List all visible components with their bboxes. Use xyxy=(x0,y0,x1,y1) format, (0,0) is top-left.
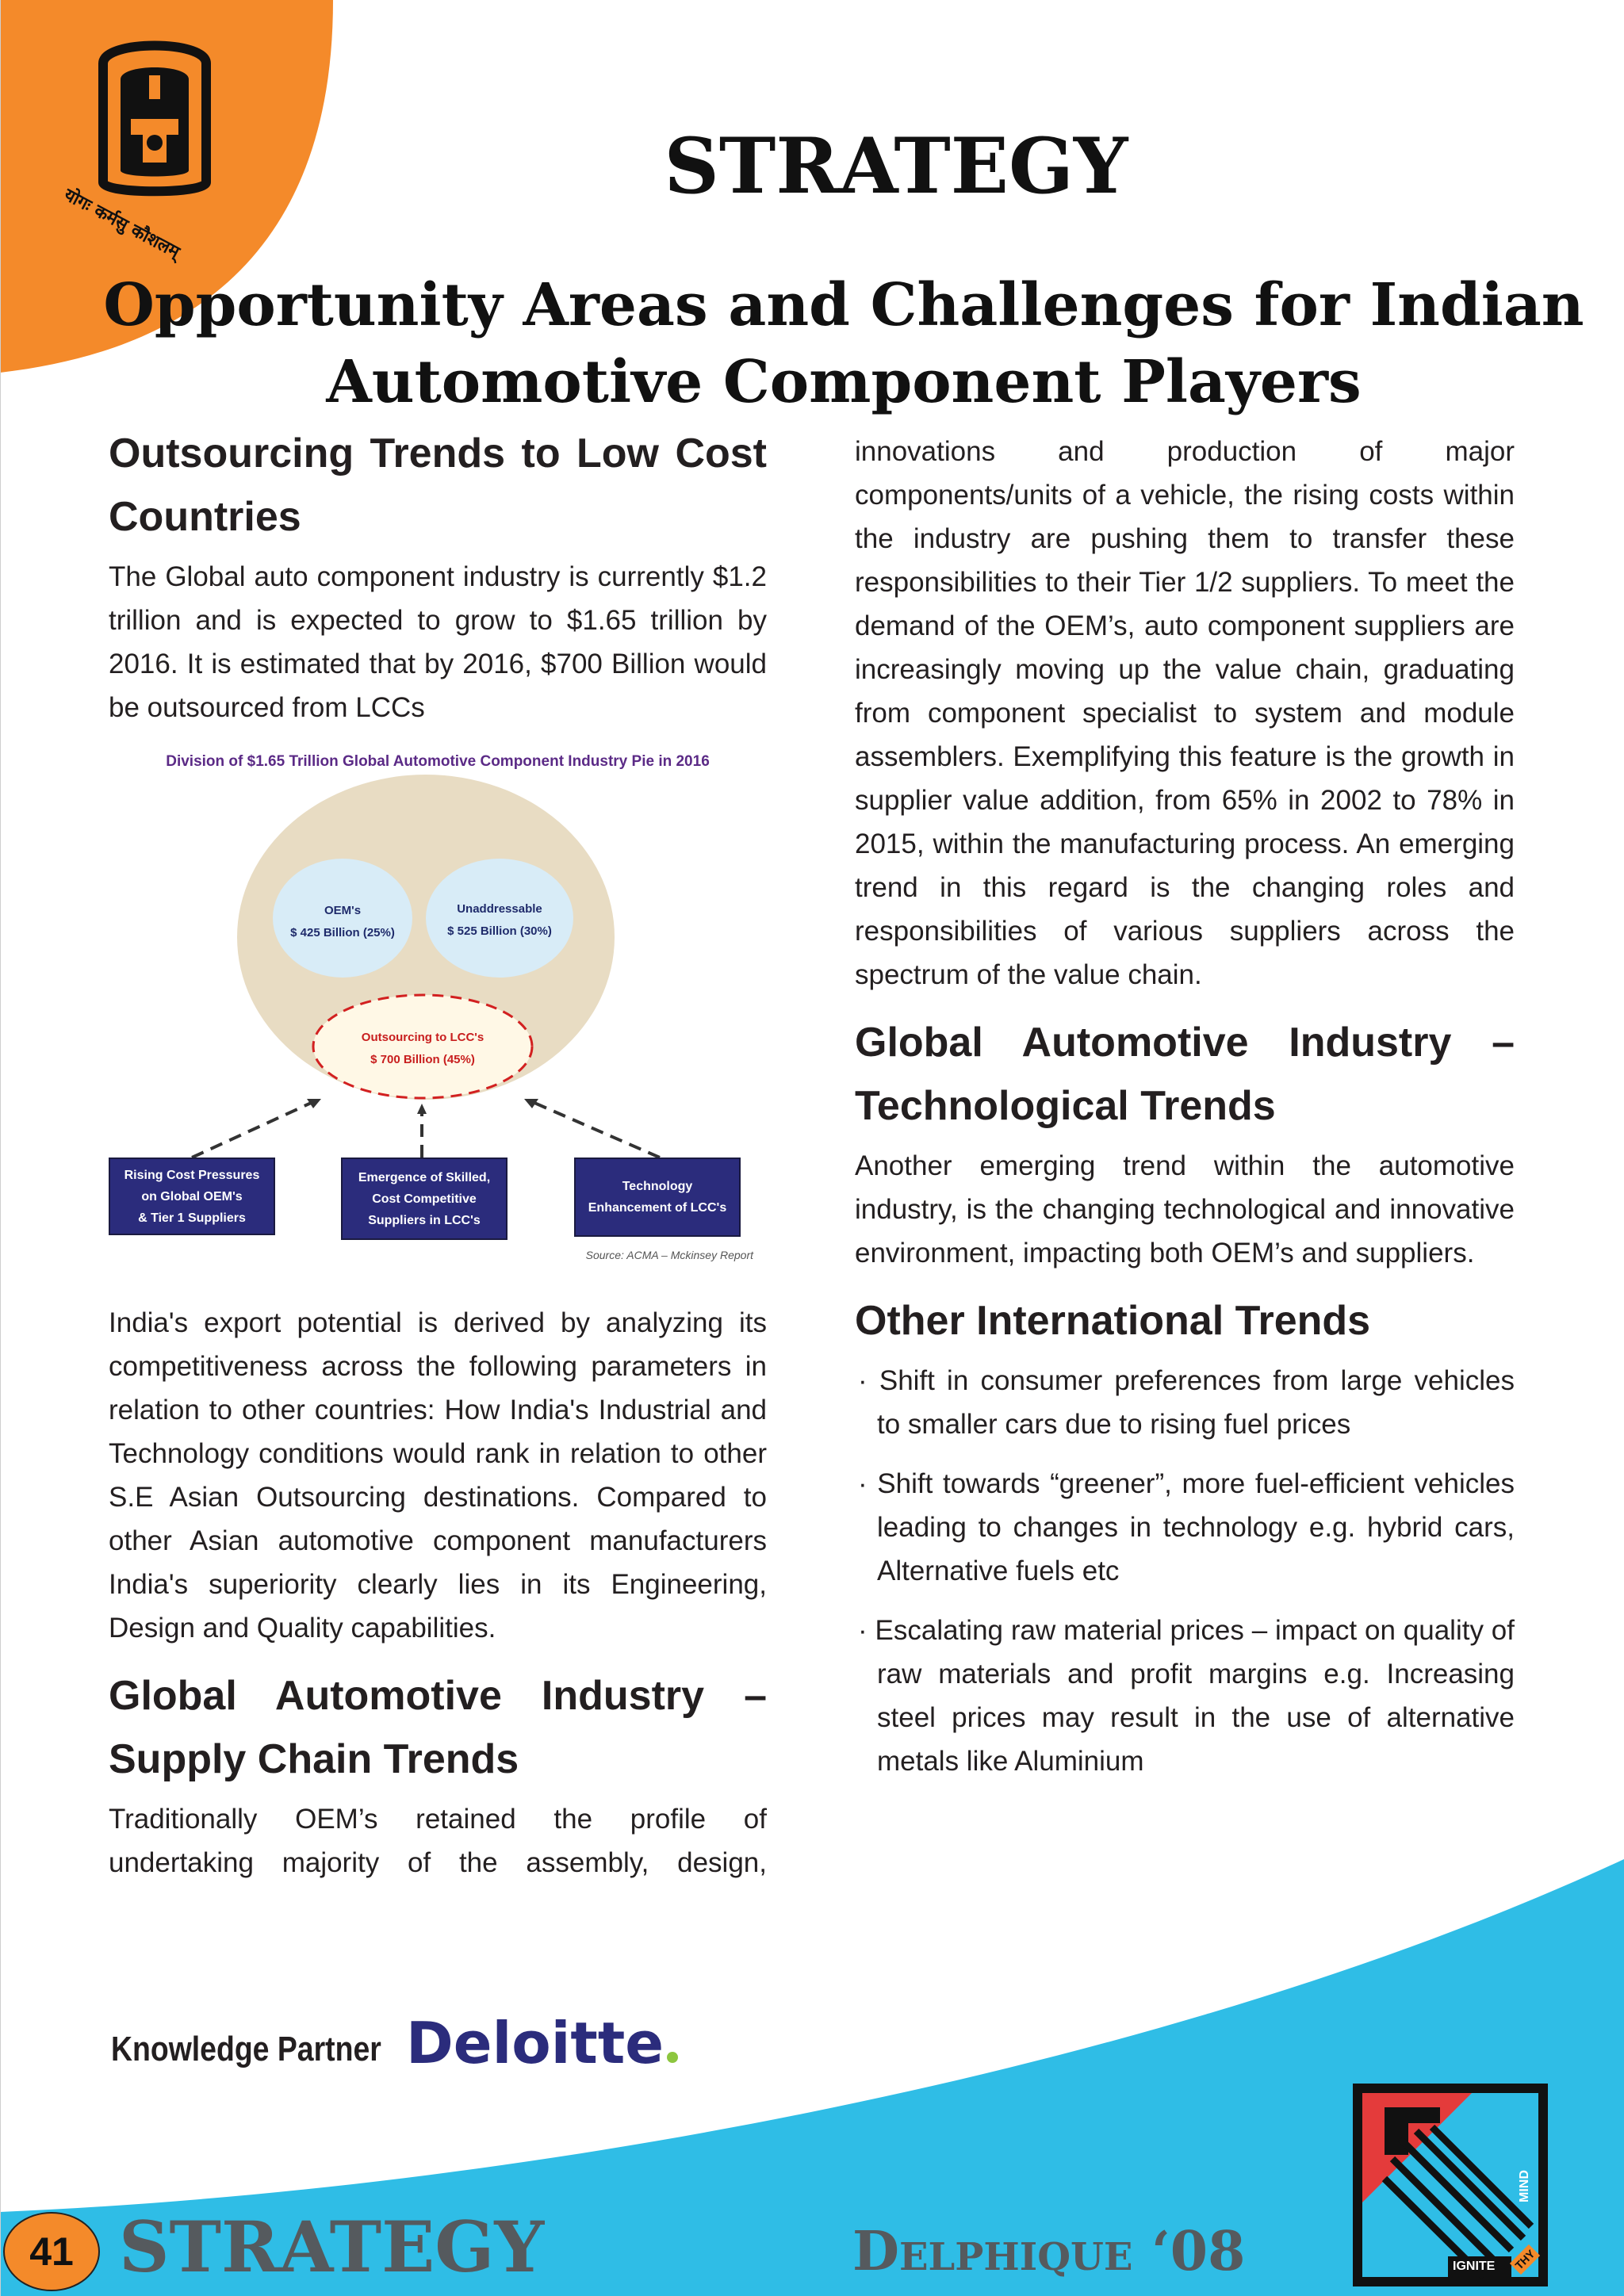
deloitte-wordmark: Deloitte xyxy=(406,2010,665,2076)
heading-international-trends: Other International Trends xyxy=(855,1298,1371,1344)
box1-line1: Rising Cost Pressures xyxy=(124,1168,260,1182)
chart-title: Division of $1.65 Trillion Global Automotive Component Industry Pie in 2016 xyxy=(166,753,710,770)
page-title: STRATEGY xyxy=(664,121,1128,211)
arrow-box3 xyxy=(529,1100,660,1158)
badge-ignite: IGNITE xyxy=(1453,2260,1496,2273)
oems-segment xyxy=(273,859,412,978)
unaddressable-segment xyxy=(426,859,573,978)
heading-outsourcing-line1: Outsourcing Trends to Low Cost xyxy=(109,430,767,476)
box1-line2: on Global OEM's xyxy=(141,1189,243,1203)
oems-label: OEM's xyxy=(324,904,362,917)
bullet-item: · Shift towards “greener”, more fuel-efficient vehicles leading to changes in technology e.g. hybrid cars, Alternative fuels etc xyxy=(858,1468,1515,1586)
unaddressable-value: $ 525 Billion (30%) xyxy=(447,924,552,938)
bullet-text-3: Escalating raw material prices – impact on quality of raw materials and profit margins e.g. Increasing steel prices may result in the use of alternative metals like Aluminium xyxy=(875,1615,1515,1777)
right-column xyxy=(855,430,1515,1783)
para-export-potential: India's export potential is derived by analyzing its competitiveness across the following parameters in relation to other countries: How India's Industrial and Technology conditions would rank in relation to other S.E Asian Outsourcing destinations. Compared to other Asian automotive component manufacturers India's superiority clearly lies in its Engineering, Design and Quality capabilities. xyxy=(109,1307,767,1644)
deloitte-dot-icon xyxy=(667,2052,678,2063)
para-traditional-oems: Traditionally OEM’s retained the profile of undertaking majority of the assembly, design, xyxy=(109,1804,767,1878)
footer-section-label: STRATEGY xyxy=(119,2206,545,2288)
box3-line2: Enhancement of LCC's xyxy=(588,1201,727,1215)
bullet-list xyxy=(855,1359,1515,1783)
lcc-label: Outsourcing to LCC's xyxy=(361,1031,485,1044)
heading-outsourcing-line2: Countries xyxy=(109,494,301,540)
badge-mind: MIND xyxy=(1518,2170,1531,2202)
left-column-lower xyxy=(109,1301,767,1885)
bullet-item: · Escalating raw material prices – impact on quality of raw materials and profit margins e.g. Increasing steel prices may result in the use of alternative metals like Aluminium xyxy=(858,1615,1515,1777)
ignite-thy-mind-badge xyxy=(1353,2084,1548,2286)
unaddressable-label: Unaddressable xyxy=(457,902,542,916)
heading-supply-chain-line1: Global Automotive Industry – xyxy=(109,1673,767,1719)
heading-supply-chain-line2: Supply Chain Trends xyxy=(109,1736,519,1782)
lcc-value: $ 700 Billion (45%) xyxy=(370,1053,475,1066)
bullet-text-1: Shift in consumer preferences from large vehicles to smaller cars due to rising fuel prices xyxy=(877,1365,1515,1440)
page-number-badge xyxy=(3,2212,100,2291)
para-global-industry: The Global auto component industry is currently $1.2 trillion and is expected to grow to $1.65 trillion by 2016. It is estimated that by 2016, $700 Billion would be outsourced from LCCs xyxy=(109,561,767,723)
logo-motto: योगः कर्मसु कौशलम् xyxy=(60,185,183,263)
driver-box-skilled-suppliers xyxy=(341,1158,508,1240)
knowledge-partner-label: Knowledge Partner xyxy=(111,2030,381,2068)
pie-division-chart xyxy=(109,753,767,1269)
para-supplier-responsibilities: innovations and production of major components/units of a vehicle, the rising costs within the industry are pushing them to transfer these responsibilities to their Tier 1/2 suppliers. To meet the demand of the OEM’s, auto component suppliers are increasingly moving up the value chain, graduating from component specialist to system and module assemblers. Exemplifying this feature is the growth in supplier value addition, from 65% in 2002 to 78% in 2015, within the manufacturing process. An emerging trend in this regard is the changing roles and responsibilities of various suppliers across the spectrum of the value chain. xyxy=(855,436,1515,990)
bullet-item: · Shift in consumer preferences from large vehicles to smaller cars due to rising fuel prices xyxy=(858,1365,1515,1440)
left-column xyxy=(109,422,767,729)
box3-line1: Technology xyxy=(622,1180,693,1193)
box2-line3: Suppliers in LCC's xyxy=(368,1213,481,1227)
driver-box-technology xyxy=(574,1158,741,1237)
footer-event-name: Delphique ‘08 xyxy=(852,2220,1246,2283)
box2-line1: Emergence of Skilled, xyxy=(358,1170,491,1184)
page-number: 41 xyxy=(29,2229,74,2274)
driver-box-rising-cost xyxy=(109,1158,275,1235)
arrow-box1 xyxy=(192,1100,316,1158)
heading-technological-line1: Global Automotive Industry – xyxy=(855,1020,1515,1066)
para-technological-trend: Another emerging trend within the automotive industry, is the changing technological and innovative environment, impacting both OEM’s and suppliers. xyxy=(855,1150,1515,1269)
subtitle-line1: Opportunity Areas and Challenges for Indian xyxy=(103,271,1584,339)
badge-thy: THY xyxy=(1510,2244,1540,2275)
deloitte-logo xyxy=(406,2010,678,2076)
box1-line3: & Tier 1 Suppliers xyxy=(138,1211,246,1225)
box2-line2: Cost Competitive xyxy=(372,1192,477,1206)
oems-value: $ 425 Billion (25%) xyxy=(290,926,395,939)
subtitle-line2: Automotive Component Players xyxy=(326,348,1362,416)
lcc-segment xyxy=(313,995,532,1098)
heading-technological-line2: Technological Trends xyxy=(855,1083,1276,1129)
bullet-text-2: Shift towards “greener”, more fuel-efficient vehicles leading to changes in technology e.g. hybrid cars, Alternative fuels etc xyxy=(877,1468,1515,1586)
chart-source: Source: ACMA – Mckinsey Report xyxy=(585,1249,753,1261)
